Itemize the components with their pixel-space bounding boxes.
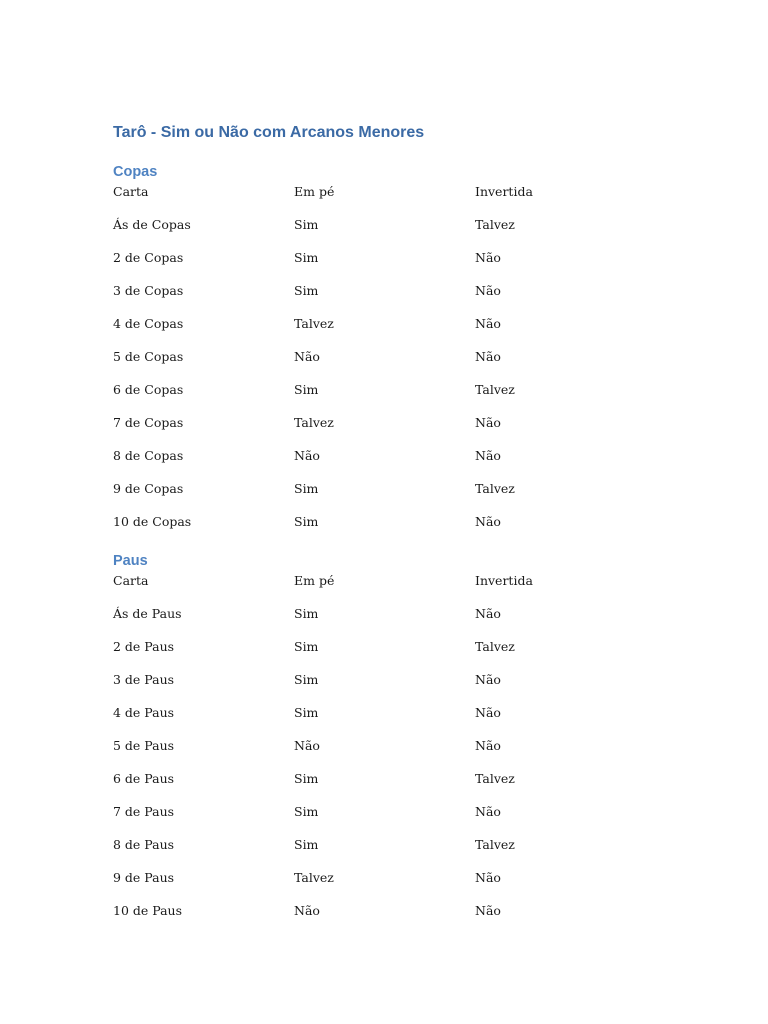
upright-cell: Sim: [294, 771, 319, 786]
table-row: [113, 249, 673, 282]
upright-cell: Não: [294, 738, 320, 753]
table-header-row: [113, 183, 673, 216]
copas-table-body: [113, 183, 673, 546]
card-name-cell: 4 de Paus: [113, 705, 175, 720]
section-copas: [113, 162, 673, 546]
reversed-cell: Não: [475, 250, 501, 265]
table-row: [113, 737, 673, 770]
table-row: [113, 348, 673, 381]
card-name-cell: 2 de Copas: [113, 250, 184, 265]
column-header: Carta: [113, 573, 149, 588]
card-name-cell: 3 de Paus: [113, 672, 175, 687]
card-name-cell: 7 de Copas: [113, 415, 184, 430]
reversed-cell: Não: [475, 672, 501, 687]
reversed-cell: Não: [475, 705, 501, 720]
upright-cell: Sim: [294, 250, 319, 265]
table-row: [113, 480, 673, 513]
upright-cell: Sim: [294, 217, 319, 232]
upright-cell: Sim: [294, 606, 319, 621]
reversed-cell: Talvez: [475, 217, 515, 232]
table-row: [113, 282, 673, 315]
table-row: [113, 513, 673, 546]
upright-cell: Sim: [294, 705, 319, 720]
upright-cell: Talvez: [294, 415, 334, 430]
reversed-cell: Não: [475, 870, 501, 885]
upright-cell: Não: [294, 448, 320, 463]
table-row: [113, 381, 673, 414]
card-name-cell: Ás de Paus: [113, 606, 182, 621]
reversed-cell: Talvez: [475, 639, 515, 654]
table-row: [113, 902, 673, 935]
section-paus: [113, 551, 673, 935]
card-name-cell: 10 de Copas: [113, 514, 192, 529]
upright-cell: Talvez: [294, 316, 334, 331]
paus-table-body: [113, 572, 673, 935]
upright-cell: Sim: [294, 837, 319, 852]
table-row: [113, 869, 673, 902]
reversed-cell: Não: [475, 514, 501, 529]
card-name-cell: Ás de Copas: [113, 217, 191, 232]
reversed-cell: Não: [475, 738, 501, 753]
reversed-cell: Não: [475, 283, 501, 298]
upright-cell: Sim: [294, 514, 319, 529]
section-heading-copas: Copas: [113, 164, 158, 180]
card-name-cell: 4 de Copas: [113, 316, 184, 331]
reversed-cell: Não: [475, 804, 501, 819]
copas-table: [113, 183, 673, 546]
section-heading-paus: Paus: [113, 553, 148, 569]
card-name-cell: 7 de Paus: [113, 804, 175, 819]
upright-cell: Sim: [294, 639, 319, 654]
card-name-cell: 5 de Paus: [113, 738, 175, 753]
table-row: [113, 671, 673, 704]
table-row: [113, 704, 673, 737]
table-row: [113, 216, 673, 249]
card-name-cell: 10 de Paus: [113, 903, 183, 918]
card-name-cell: 8 de Copas: [113, 448, 184, 463]
table-row: [113, 770, 673, 803]
column-header: Invertida: [475, 573, 533, 588]
table-row: [113, 638, 673, 671]
upright-cell: Sim: [294, 672, 319, 687]
reversed-cell: Não: [475, 903, 501, 918]
table-row: [113, 836, 673, 869]
reversed-cell: Não: [475, 606, 501, 621]
upright-cell: Talvez: [294, 870, 334, 885]
card-name-cell: 5 de Copas: [113, 349, 184, 364]
reversed-cell: Talvez: [475, 382, 515, 397]
card-name-cell: 6 de Copas: [113, 382, 184, 397]
upright-cell: Sim: [294, 283, 319, 298]
upright-cell: Não: [294, 349, 320, 364]
reversed-cell: Não: [475, 415, 501, 430]
card-name-cell: 6 de Paus: [113, 771, 175, 786]
reversed-cell: Talvez: [475, 837, 515, 852]
column-header: Em pé: [294, 573, 335, 588]
card-name-cell: 2 de Paus: [113, 639, 175, 654]
column-header: Em pé: [294, 184, 335, 199]
table-row: [113, 315, 673, 348]
reversed-cell: Não: [475, 448, 501, 463]
upright-cell: Sim: [294, 804, 319, 819]
reversed-cell: Não: [475, 349, 501, 364]
column-header: Carta: [113, 184, 149, 199]
column-header: Invertida: [475, 184, 533, 199]
table-row: [113, 605, 673, 638]
table-row: [113, 447, 673, 480]
upright-cell: Sim: [294, 481, 319, 496]
card-name-cell: 9 de Paus: [113, 870, 175, 885]
card-name-cell: 3 de Copas: [113, 283, 184, 298]
document-title: Tarô - Sim ou Não com Arcanos Menores: [113, 124, 425, 141]
reversed-cell: Não: [475, 316, 501, 331]
card-name-cell: 9 de Copas: [113, 481, 184, 496]
table-row: [113, 803, 673, 836]
table-row: [113, 414, 673, 447]
card-name-cell: 8 de Paus: [113, 837, 175, 852]
table-header-row: [113, 572, 673, 605]
upright-cell: Não: [294, 903, 320, 918]
reversed-cell: Talvez: [475, 481, 515, 496]
paus-table: [113, 572, 673, 935]
upright-cell: Sim: [294, 382, 319, 397]
reversed-cell: Talvez: [475, 771, 515, 786]
